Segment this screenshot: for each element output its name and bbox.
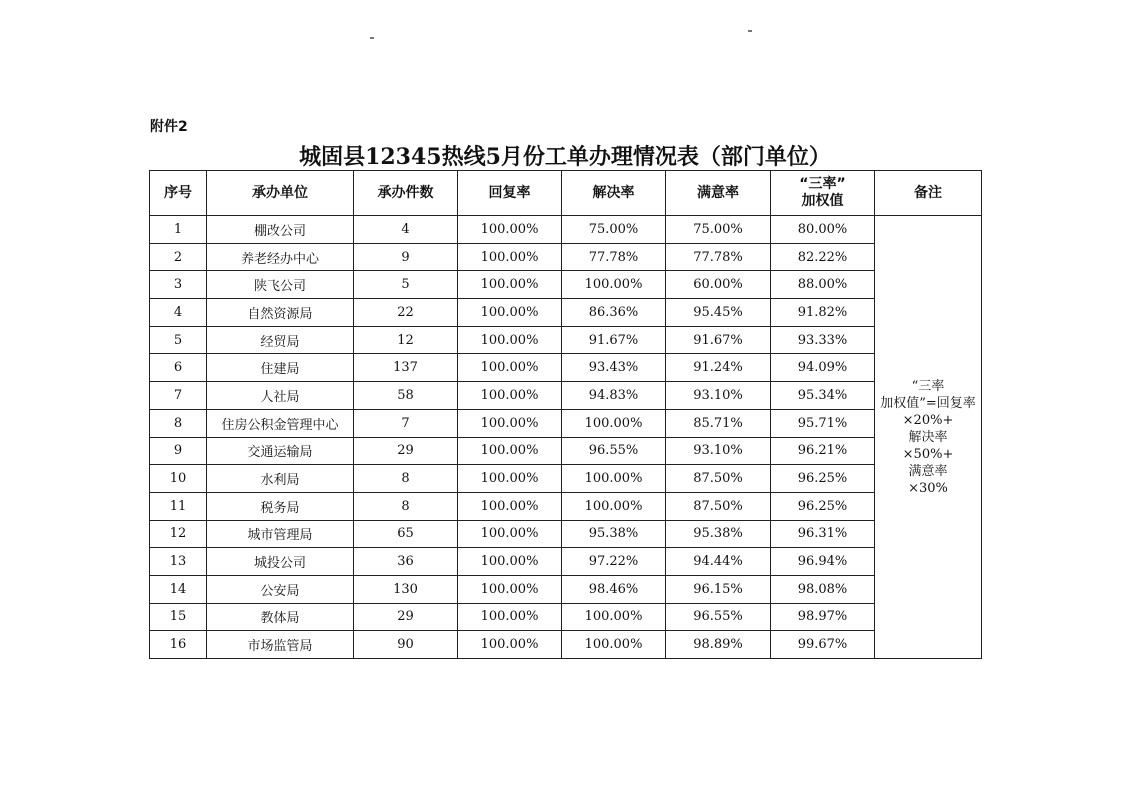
cell-unit: 自然资源局 [207,299,354,327]
cell-reply: 100.00% [458,326,562,354]
cell-satisfaction: 87.50% [666,465,771,493]
cell-satisfaction: 94.44% [666,548,771,576]
cell-weighted: 98.08% [771,575,875,603]
cell-satisfaction: 91.67% [666,326,771,354]
document-title: 城固县12345热线5月份工单办理情况表（部门单位） [299,144,831,170]
remark-line: ×30% [908,480,948,496]
cell-count: 90 [354,631,458,659]
cell-count: 8 [354,492,458,520]
cell-resolve: 98.46% [562,575,666,603]
remark-line: 满意率 [908,463,948,479]
cell-weighted: 96.31% [771,520,875,548]
remark-cell [875,216,982,659]
cell-reply: 100.00% [458,243,562,271]
cell-unit: 水利局 [207,465,354,493]
cell-satisfaction: 95.38% [666,520,771,548]
cell-resolve: 86.36% [562,299,666,327]
cell-reply: 100.00% [458,299,562,327]
cell-resolve: 96.55% [562,437,666,465]
cell-weighted: 96.25% [771,492,875,520]
cell-unit: 交通运输局 [207,437,354,465]
cell-reply: 100.00% [458,216,562,244]
cell-unit: 住建局 [207,354,354,382]
cell-resolve: 100.00% [562,492,666,520]
cell-reply: 100.00% [458,492,562,520]
header-resolve-rate: 解决率 [562,171,666,216]
remark-line: 解决率 [908,429,948,445]
cell-weighted: 95.71% [771,409,875,437]
cell-seq: 14 [150,575,207,603]
cell-resolve: 100.00% [562,603,666,631]
cell-resolve: 95.38% [562,520,666,548]
table-row [150,243,982,271]
cell-resolve: 97.22% [562,548,666,576]
cell-reply: 100.00% [458,382,562,410]
cell-weighted: 95.34% [771,382,875,410]
cell-satisfaction: 96.15% [666,575,771,603]
cell-weighted: 80.00% [771,216,875,244]
cell-satisfaction: 60.00% [666,271,771,299]
cell-count: 12 [354,326,458,354]
cell-resolve: 91.67% [562,326,666,354]
cell-seq: 5 [150,326,207,354]
table-row [150,409,982,437]
header-seq: 序号 [150,171,207,216]
cell-satisfaction: 85.71% [666,409,771,437]
cell-count: 36 [354,548,458,576]
cell-satisfaction: 91.24% [666,354,771,382]
cell-count: 58 [354,382,458,410]
cell-reply: 100.00% [458,548,562,576]
header-unit: 承办单位 [207,171,354,216]
cell-reply: 100.00% [458,520,562,548]
cell-seq: 2 [150,243,207,271]
cell-seq: 6 [150,354,207,382]
table-row [150,299,982,327]
table-header-row [150,171,982,216]
cell-resolve: 75.00% [562,216,666,244]
cell-weighted: 82.22% [771,243,875,271]
remark-line: “三率 [911,378,945,394]
attachment-label: 附件2 [150,119,188,135]
header-weighted-value [771,171,875,216]
cell-count: 29 [354,603,458,631]
cell-unit: 经贸局 [207,326,354,354]
cell-satisfaction: 98.89% [666,631,771,659]
cell-reply: 100.00% [458,465,562,493]
table-row [150,631,982,659]
table-row [150,437,982,465]
cell-reply: 100.00% [458,603,562,631]
cell-count: 137 [354,354,458,382]
cell-resolve: 94.83% [562,382,666,410]
cell-unit: 城市管理局 [207,520,354,548]
cell-unit: 城投公司 [207,548,354,576]
cell-count: 4 [354,216,458,244]
cell-unit: 陕飞公司 [207,271,354,299]
cell-satisfaction: 93.10% [666,437,771,465]
cell-weighted: 96.94% [771,548,875,576]
cell-weighted: 96.25% [771,465,875,493]
cell-count: 8 [354,465,458,493]
cell-resolve: 100.00% [562,465,666,493]
remark-line: ×50%+ [902,446,954,462]
cell-seq: 7 [150,382,207,410]
table-row [150,603,982,631]
cell-count: 65 [354,520,458,548]
table-row [150,548,982,576]
table-row [150,575,982,603]
cell-satisfaction: 75.00% [666,216,771,244]
cell-weighted: 94.09% [771,354,875,382]
table-row [150,326,982,354]
remark-line: 加权值”=回复率 [880,395,976,411]
cell-reply: 100.00% [458,354,562,382]
header-weighted-line1: “三率” [799,176,846,192]
cell-seq: 1 [150,216,207,244]
cell-count: 130 [354,575,458,603]
cell-unit: 公安局 [207,575,354,603]
cell-seq: 13 [150,548,207,576]
cell-satisfaction: 77.78% [666,243,771,271]
work-order-table [149,170,982,659]
cell-satisfaction: 96.55% [666,603,771,631]
cell-satisfaction: 93.10% [666,382,771,410]
cell-count: 22 [354,299,458,327]
cell-seq: 16 [150,631,207,659]
table-row [150,216,982,244]
cell-reply: 100.00% [458,631,562,659]
cell-unit: 教体局 [207,603,354,631]
cell-resolve: 77.78% [562,243,666,271]
cell-satisfaction: 87.50% [666,492,771,520]
cell-count: 29 [354,437,458,465]
cell-resolve: 93.43% [562,354,666,382]
cell-seq: 9 [150,437,207,465]
cell-unit: 住房公积金管理中心 [207,409,354,437]
header-count: 承办件数 [354,171,458,216]
cell-count: 5 [354,271,458,299]
scan-speck [748,30,752,32]
header-satisfaction-rate: 满意率 [666,171,771,216]
cell-seq: 4 [150,299,207,327]
cell-resolve: 100.00% [562,631,666,659]
cell-reply: 100.00% [458,271,562,299]
cell-satisfaction: 95.45% [666,299,771,327]
cell-unit: 税务局 [207,492,354,520]
table-row [150,382,982,410]
cell-reply: 100.00% [458,437,562,465]
cell-seq: 3 [150,271,207,299]
table-row [150,465,982,493]
cell-seq: 12 [150,520,207,548]
table-body [150,216,982,659]
scan-speck [370,37,374,39]
cell-weighted: 91.82% [771,299,875,327]
table-row [150,492,982,520]
cell-weighted: 99.67% [771,631,875,659]
cell-seq: 10 [150,465,207,493]
cell-count: 7 [354,409,458,437]
cell-weighted: 98.97% [771,603,875,631]
cell-reply: 100.00% [458,575,562,603]
table-row [150,271,982,299]
remark-line: ×20%+ [902,412,954,428]
cell-unit: 棚改公司 [207,216,354,244]
cell-unit: 市场监管局 [207,631,354,659]
cell-unit: 人社局 [207,382,354,410]
cell-count: 9 [354,243,458,271]
cell-reply: 100.00% [458,409,562,437]
cell-weighted: 88.00% [771,271,875,299]
table-row [150,520,982,548]
cell-seq: 8 [150,409,207,437]
header-weighted-line2: 加权值 [801,193,844,209]
header-remark: 备注 [875,171,982,216]
cell-weighted: 93.33% [771,326,875,354]
table-row [150,354,982,382]
cell-seq: 15 [150,603,207,631]
cell-seq: 11 [150,492,207,520]
header-reply-rate: 回复率 [458,171,562,216]
cell-resolve: 100.00% [562,409,666,437]
cell-weighted: 96.21% [771,437,875,465]
cell-resolve: 100.00% [562,271,666,299]
cell-unit: 养老经办中心 [207,243,354,271]
